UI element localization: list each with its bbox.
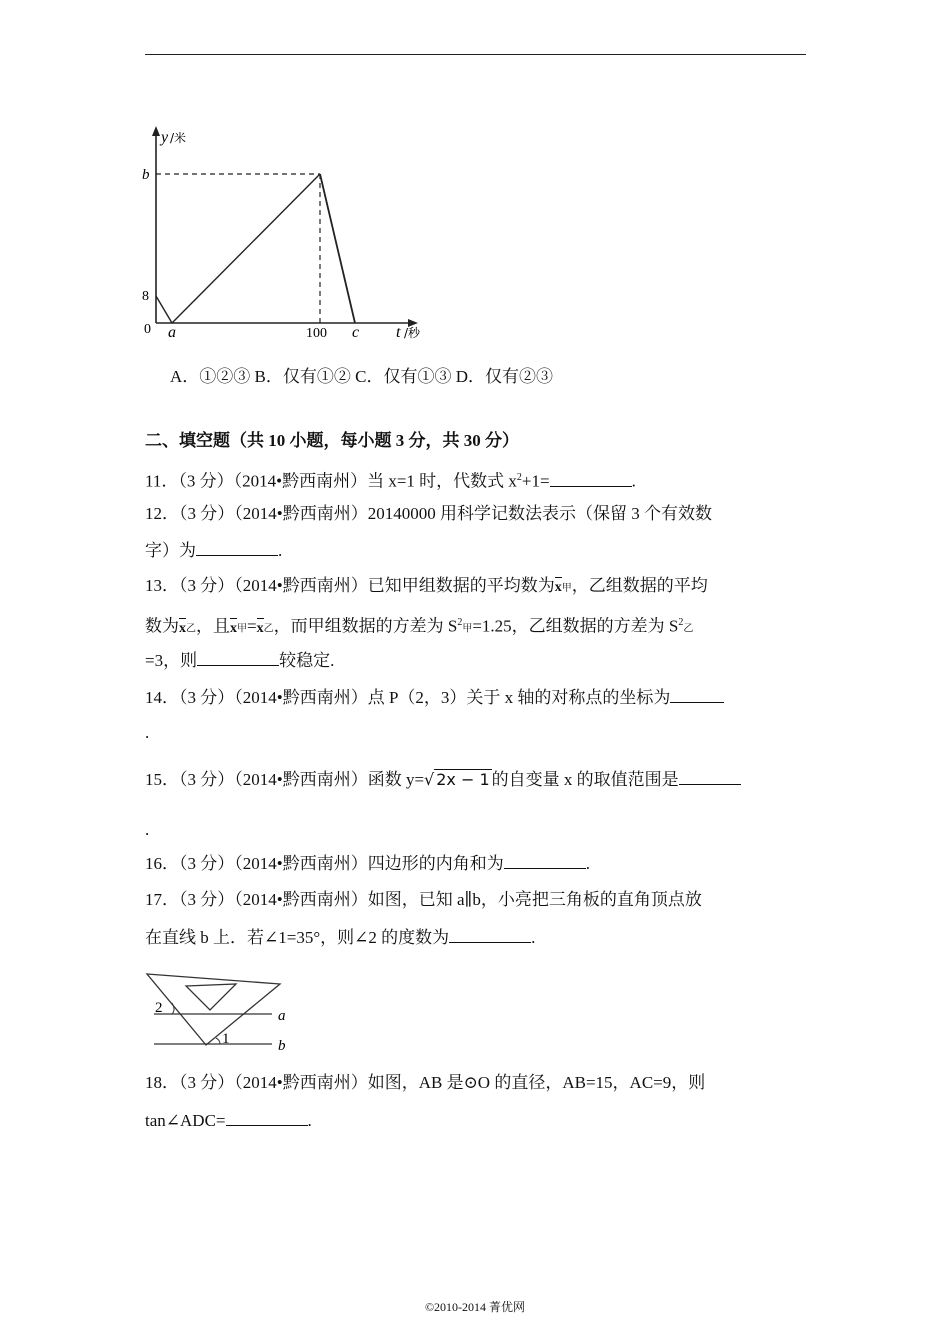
question-18-line1: 18．（3 分）（2014•黔西南州）如图，AB 是⊙O 的直径，AB=15，AC=9，则 bbox=[145, 1073, 706, 1092]
y-axis-arrow bbox=[152, 126, 160, 136]
question-16 bbox=[145, 853, 590, 874]
zero-label: 0 bbox=[144, 322, 151, 337]
q13-answer-blank[interactable] bbox=[197, 650, 279, 666]
question-13-line3 bbox=[145, 650, 334, 671]
a-label: a bbox=[168, 324, 176, 341]
sq-jia: 2 bbox=[457, 617, 463, 628]
q13-line2-d: =1.25，乙组数据的方差为 S bbox=[472, 616, 679, 636]
question-13-line2 bbox=[145, 613, 693, 640]
q18-answer-blank[interactable] bbox=[226, 1110, 308, 1126]
q12-answer-blank[interactable] bbox=[196, 540, 278, 556]
q16-end: . bbox=[585, 854, 590, 873]
q17-answer-blank[interactable] bbox=[449, 927, 531, 943]
sub-yi-2: 乙 bbox=[263, 623, 274, 635]
angle-1-arc bbox=[216, 1038, 220, 1044]
q17-line2-prefix: 在直线 b 上．若∠1=35°，则∠2 的度数为 bbox=[145, 928, 450, 947]
q13-eq: = bbox=[247, 616, 257, 636]
q13-line2-c: ，而甲组数据的方差为 S bbox=[273, 616, 458, 636]
q11-superscript: 2 bbox=[516, 472, 522, 483]
question-14-line1 bbox=[145, 687, 724, 708]
question-15-line2: . bbox=[145, 820, 150, 839]
q11-answer-blank[interactable] bbox=[550, 471, 632, 487]
sub-jia-3: 甲 bbox=[462, 623, 473, 635]
distance-time-graph bbox=[138, 118, 428, 348]
question-18-line2 bbox=[145, 1110, 312, 1131]
c-label: c bbox=[352, 324, 360, 341]
q13-line1-prefix: 13．（3 分）（2014•黔西南州）已知甲组数据的平均数为 bbox=[145, 576, 555, 595]
q13-line3-prefix: =3，则 bbox=[145, 651, 198, 670]
sq-yi: 2 bbox=[678, 617, 684, 628]
angle-1-label: 1 bbox=[222, 1031, 230, 1047]
q11-suffix: +1= bbox=[521, 471, 550, 491]
question-15-line1 bbox=[145, 769, 741, 790]
q13-line2-b: ，且 bbox=[196, 616, 230, 636]
q16-answer-blank[interactable] bbox=[504, 853, 586, 869]
x-axis-label: t bbox=[396, 324, 401, 341]
sub-jia: 甲 bbox=[561, 583, 572, 594]
b-label: b bbox=[142, 167, 150, 183]
x-bar-jia-2: x bbox=[230, 617, 237, 639]
sub-yi: 乙 bbox=[186, 623, 196, 635]
section-title: 二、填空题（共 10 小题，每小题 3 分，共 30 分） bbox=[145, 431, 519, 450]
x-axis-unit: /秒 bbox=[404, 326, 421, 340]
line-a-label: a bbox=[278, 1008, 286, 1024]
question-12-line1: 12．（3 分）（2014•黔西南州）20140000 用科学记数法表示（保留 3 个有效数 bbox=[145, 504, 712, 523]
q15-prefix: 15．（3 分）（2014•黔西南州）函数 y= bbox=[145, 770, 425, 789]
q15-suffix: 的自变量 x 的取值范围是 bbox=[491, 770, 679, 789]
sqrt-radicand: 2x − 1 bbox=[436, 770, 490, 789]
q14-answer-blank[interactable] bbox=[670, 687, 724, 703]
q13-line2-a: 数为 bbox=[145, 616, 179, 636]
q11-end: . bbox=[631, 471, 636, 491]
q13-line1-suffix: ，乙组数据的平均 bbox=[571, 576, 708, 595]
sub-yi-3: 乙 bbox=[683, 623, 694, 635]
angle-2-arc bbox=[172, 1003, 174, 1014]
footer-copyright: ©2010-2014 菁优网 bbox=[424, 1300, 526, 1314]
graph-segment-3 bbox=[320, 174, 355, 323]
answer-options: A．①②③ B．仅有①② C．仅有①③ D．仅有②③ bbox=[170, 367, 553, 386]
hundred-label: 100 bbox=[306, 326, 327, 341]
sqrt-expression: √ 2x − 1 bbox=[424, 770, 490, 789]
sub-jia-2: 甲 bbox=[237, 623, 247, 635]
graph-segment-2 bbox=[172, 174, 320, 323]
inner-triangle bbox=[186, 984, 236, 1010]
graph-segment-1 bbox=[156, 296, 172, 323]
header-rule bbox=[145, 54, 806, 55]
eight-label: 8 bbox=[142, 289, 149, 304]
question-17-line2 bbox=[145, 927, 535, 948]
q18-end: . bbox=[307, 1111, 312, 1130]
q14-line1: 14．（3 分）（2014•黔西南州）点 P（2，3）关于 x 轴的对称点的坐标为 bbox=[145, 688, 671, 707]
q17-end: . bbox=[531, 928, 536, 947]
q15-answer-blank[interactable] bbox=[679, 769, 741, 785]
q13-line3-suffix: 较稳定. bbox=[279, 651, 335, 670]
q12-end: . bbox=[278, 541, 283, 560]
question-11 bbox=[145, 468, 636, 492]
question-14-line2: . bbox=[145, 723, 150, 742]
q16-prefix: 16．（3 分）（2014•黔西南州）四边形的内角和为 bbox=[145, 854, 504, 873]
triangle-ruler-figure bbox=[142, 968, 302, 1058]
question-13-line1 bbox=[145, 576, 708, 599]
q12-line2-prefix: 字）为 bbox=[145, 541, 196, 560]
y-axis-label: y bbox=[161, 129, 169, 146]
x-bar-yi: x bbox=[179, 617, 186, 639]
angle-2-label: 2 bbox=[155, 1000, 163, 1016]
y-axis-unit: /米 bbox=[170, 131, 187, 145]
q11-prefix: 11．（3 分）（2014•黔西南州）当 x=1 时，代数式 x bbox=[145, 471, 517, 491]
x-bar-yi-2: x bbox=[257, 617, 264, 639]
line-b-label: b bbox=[278, 1038, 286, 1054]
question-12-line2 bbox=[145, 540, 282, 561]
q18-line2-prefix: tan∠ADC= bbox=[145, 1111, 226, 1130]
x-bar-jia: x bbox=[555, 576, 562, 598]
question-17-line1: 17．（3 分）（2014•黔西南州）如图，已知 a∥b，小亮把三角板的直角顶点放 bbox=[145, 890, 702, 909]
